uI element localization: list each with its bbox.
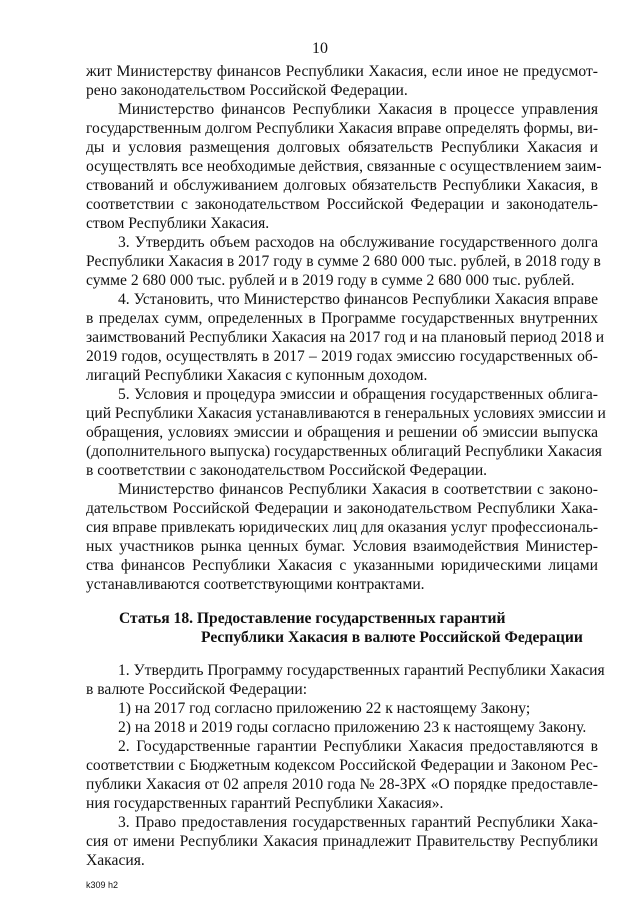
- text-line: 4. Установить, что Министерство финансов Республики Хакасия вправе: [118, 291, 598, 308]
- text-line: государственным долгом Республики Хакасия вправе определять формы, ви-: [86, 120, 599, 137]
- text-line: в пределах сумм, определенных в Программе государственных внутренних: [86, 310, 598, 327]
- text-line: 1) на 2017 год согласно приложению 22 к настоящему Закону;: [118, 700, 531, 717]
- text-line: 2) на 2018 и 2019 годы согласно приложению 23 к настоящему Закону.: [118, 719, 587, 736]
- text-line: заимствований Республики Хакасия на 2017 год и на плановый период 2018 и: [86, 329, 605, 346]
- text-line: дательством Российской Федерации и законодательством Республики Хака-: [86, 500, 598, 517]
- text-line: ства финансов Республики Хакасия с указанными юридическими лицами: [86, 557, 598, 574]
- page-number: 10: [312, 40, 328, 57]
- footer-code: k309 h2: [86, 880, 119, 890]
- text-line: рено законодательством Российской Федерации.: [86, 82, 408, 99]
- text-line: Республики Хакасия в 2017 году в сумме 2 680 000 тыс. рублей, в 2018 году в: [86, 253, 601, 270]
- text-line: Министерство финансов Республики Хакасия в соответствии с законо-: [118, 481, 598, 498]
- text-line: 3. Утвердить объем расходов на обслуживание государственного долга: [118, 234, 598, 251]
- text-line: ды и условия размещения долговых обязательств Республики Хакасия и: [86, 139, 598, 156]
- text-line: (дополнительного выпуска) государственных облигаций Республики Хакасия: [86, 443, 602, 460]
- text-line: Хакасия.: [86, 852, 145, 869]
- text-line: 2. Государственные гарантии Республики Хакасия предоставляются в: [118, 738, 598, 755]
- text-line: 5. Условия и процедура эмиссии и обращения государственных облига-: [118, 386, 598, 403]
- text-line: сия от имени Республики Хакасия принадлежит Правительству Республики: [86, 833, 598, 850]
- text-line: Министерство финансов Республики Хакасия в процессе управления: [118, 101, 598, 118]
- text-line: ствований и обслуживанием долговых обязательств Республики Хакасия, в: [86, 177, 598, 194]
- text-line: сумме 2 680 000 тыс. рублей и в 2019 году в сумме 2 680 000 тыс. рублей.: [86, 272, 575, 289]
- text-line: обращения, условиях эмиссии и обращения и решении об эмиссии выпуска: [86, 424, 598, 441]
- text-line: в валюте Российской Федерации:: [86, 681, 308, 698]
- text-line: публики Хакасия от 02 апреля 2010 года № 28-ЗРХ «О порядке предоставле-: [86, 776, 598, 793]
- article-heading-line-1: Статья 18. Предоставление государственных гарантий: [119, 610, 506, 627]
- text-line: 2019 годов, осуществлять в 2017 – 2019 годах эмиссию государственных об-: [86, 348, 598, 365]
- text-line: ных участников рынка ценных бумаг. Условия взаимодействия Министер-: [86, 538, 598, 555]
- text-line: жит Министерству финансов Республики Хакасия, если иное не предусмот-: [86, 63, 598, 80]
- text-line: 3. Право предоставления государственных гарантий Республики Хака-: [118, 814, 598, 831]
- text-line: ством Республики Хакасия.: [86, 215, 270, 232]
- text-line: соответствии с Бюджетным кодексом Российской Федерации и Законом Рес-: [86, 757, 598, 774]
- article-heading-line-2: Республики Хакасия в валюте Российской Федерации: [201, 629, 583, 646]
- text-line: ния государственных гарантий Республики Хакасия».: [86, 795, 444, 812]
- text-line: устанавливаются соответствующими контрактами.: [86, 576, 425, 593]
- text-line: ций Республики Хакасия устанавливаются в генеральных условиях эмиссии и: [86, 405, 606, 422]
- text-line: соответствии с законодательством Российской Федерации и законодатель-: [86, 196, 598, 213]
- text-line: осуществлять все необходимые действия, связанные с осуществлением заим-: [86, 158, 602, 175]
- text-line: лигаций Республики Хакасия с купонным доходом.: [86, 367, 428, 384]
- text-line: сия вправе привлекать юридических лиц для оказания услуг профессиональ-: [86, 519, 599, 536]
- text-line: 1. Утвердить Программу государственных гарантий Республики Хакасия: [118, 662, 605, 679]
- text-line: в соответствии с законодательством Российской Федерации.: [86, 462, 488, 479]
